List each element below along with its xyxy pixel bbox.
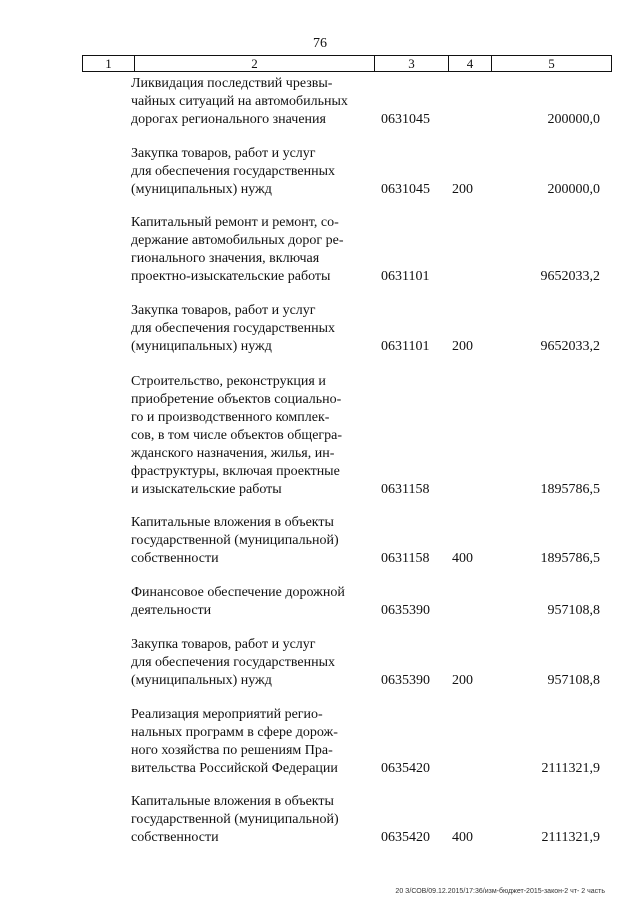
row-code: 0635420	[381, 830, 430, 845]
description-line: государственной (муниципальной)	[131, 812, 339, 827]
row-amount: 9652033,2	[540, 269, 600, 284]
description-line: Строительство, реконструкция и	[131, 374, 326, 389]
budget-row	[0, 302, 640, 356]
description-line: приобретение объектов социально-	[131, 392, 342, 407]
row-amount: 200000,0	[547, 112, 600, 127]
description-line: Закупка товаров, работ и услуг	[131, 146, 316, 161]
column-header-1: 1	[83, 56, 135, 72]
row-description	[131, 706, 362, 778]
description-line: жданского назначения, жилья, ин-	[131, 446, 335, 461]
description-line: проектно-изыскательские работы	[131, 269, 331, 284]
description-line: чайных ситуаций на автомобильных	[131, 94, 348, 109]
description-line: Капитальные вложения в объекты	[131, 794, 334, 809]
row-description	[131, 302, 362, 356]
row-code: 0631101	[381, 339, 430, 354]
row-code: 0635390	[381, 673, 430, 688]
budget-row	[0, 514, 640, 568]
description-line: собственности	[131, 551, 219, 566]
budget-row	[0, 584, 640, 620]
column-header-5: 5	[492, 56, 612, 72]
row-amount: 2111321,9	[541, 830, 600, 845]
row-code: 0631158	[381, 551, 430, 566]
description-line: дорогах регионального значения	[131, 112, 326, 127]
page-number: 76	[313, 36, 327, 51]
description-line: и изыскательские работы	[131, 482, 282, 497]
column-header-3: 3	[375, 56, 449, 72]
budget-row	[0, 145, 640, 199]
description-line: Капитальные вложения в объекты	[131, 515, 334, 530]
description-line: Закупка товаров, работ и услуг	[131, 303, 316, 318]
description-line: фраструктуры, включая проектные	[131, 464, 340, 479]
description-line: государственной (муниципальной)	[131, 533, 339, 548]
row-code: 0631045	[381, 182, 430, 197]
row-code: 0631101	[381, 269, 430, 284]
description-line: Финансовое обеспечение дорожной	[131, 585, 345, 600]
column-header-2: 2	[135, 56, 375, 72]
row-amount: 1895786,5	[540, 482, 600, 497]
description-line: для обеспечения государственных	[131, 655, 335, 670]
row-type: 400	[452, 551, 473, 566]
description-line: Закупка товаров, работ и услуг	[131, 637, 316, 652]
description-line: деятельности	[131, 603, 212, 618]
budget-row	[0, 75, 640, 129]
budget-row	[0, 373, 640, 499]
description-line: го и производственного комплек-	[131, 410, 330, 425]
row-description	[131, 214, 362, 286]
description-line: для обеспечения государственных	[131, 164, 335, 179]
description-line: Капитальный ремонт и ремонт, со-	[131, 215, 339, 230]
row-description	[131, 75, 362, 129]
row-description	[131, 145, 362, 199]
budget-row	[0, 706, 640, 778]
budget-row	[0, 793, 640, 847]
row-amount: 200000,0	[547, 182, 600, 197]
row-type: 200	[452, 673, 473, 688]
description-line: (муниципальных) нужд	[131, 339, 272, 354]
row-amount: 957108,8	[547, 603, 600, 618]
row-description	[131, 584, 362, 620]
row-description	[131, 636, 362, 690]
footer-filename: 20 З/СОВ/09.12.2015/17:36/изм-бюджет-2015-закон-2 чт- 2 часть	[395, 888, 605, 895]
row-code: 0631045	[381, 112, 430, 127]
description-line: ного хозяйства по решениям Пра-	[131, 743, 333, 758]
column-header-4: 4	[449, 56, 492, 72]
row-description	[131, 373, 362, 499]
description-line: (муниципальных) нужд	[131, 673, 272, 688]
row-type: 200	[452, 182, 473, 197]
row-amount: 2111321,9	[541, 761, 600, 776]
description-line: собственности	[131, 830, 219, 845]
budget-row	[0, 636, 640, 690]
description-line: Реализация мероприятий регио-	[131, 707, 323, 722]
row-type: 400	[452, 830, 473, 845]
description-line: держание автомобильных дорог ре-	[131, 233, 344, 248]
row-code: 0635390	[381, 603, 430, 618]
column-header-row	[83, 56, 612, 72]
row-description	[131, 793, 362, 847]
description-line: гионального значения, включая	[131, 251, 320, 266]
row-amount: 957108,8	[547, 673, 600, 688]
description-line: сов, в том числе объектов общегра-	[131, 428, 343, 443]
row-amount: 1895786,5	[540, 551, 600, 566]
row-type: 200	[452, 339, 473, 354]
description-line: Ликвидация последствий чрезвы-	[131, 76, 333, 91]
budget-row	[0, 214, 640, 286]
row-amount: 9652033,2	[540, 339, 600, 354]
column-header-table	[82, 55, 612, 72]
description-line: вительства Российской Федерации	[131, 761, 338, 776]
description-line: для обеспечения государственных	[131, 321, 335, 336]
description-line: нальных программ в сфере дорож-	[131, 725, 338, 740]
row-code: 0635420	[381, 761, 430, 776]
row-description	[131, 514, 362, 568]
row-code: 0631158	[381, 482, 430, 497]
description-line: (муниципальных) нужд	[131, 182, 272, 197]
